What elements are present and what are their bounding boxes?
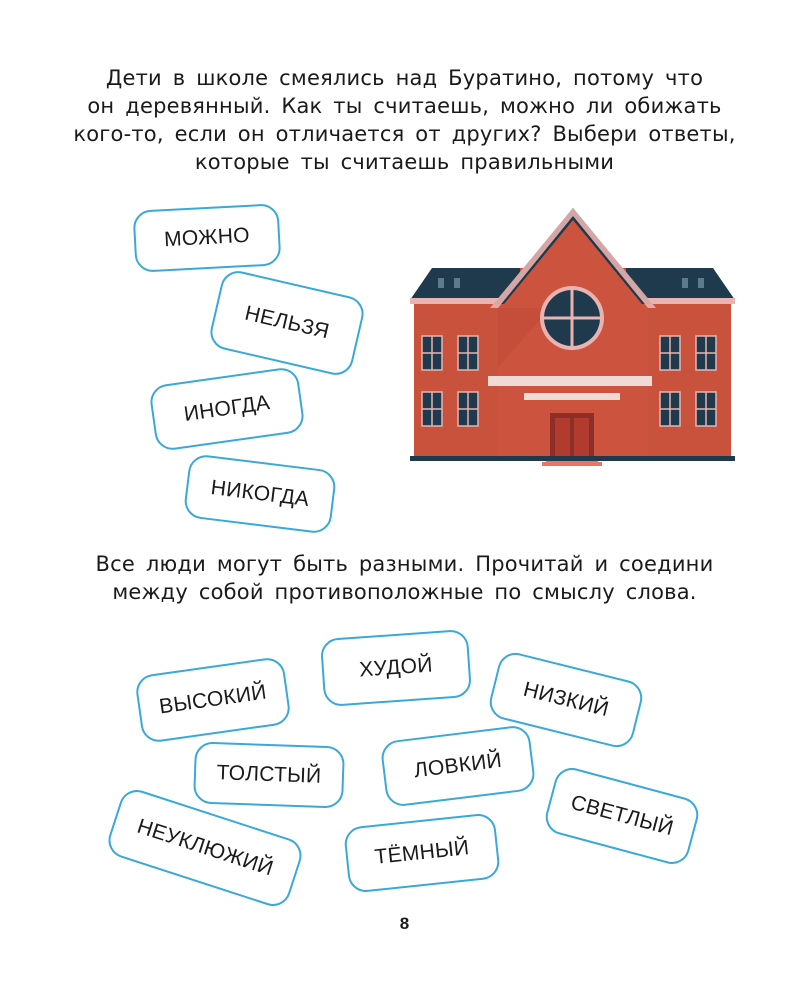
school-building-illustration (410, 208, 735, 468)
task1-line: Дети в школе смеялись над Буратино, потому что (105, 66, 704, 90)
task1-instructions (0, 64, 809, 176)
task2-line: Все люди могут быть разными. Прочитай и соедини (95, 552, 714, 576)
word-card-khudoy[interactable]: ХУДОЙ (320, 629, 472, 707)
task1-line: которые ты считаешь правильными (194, 150, 615, 174)
answer-card-mozhno[interactable]: МОЖНО (132, 203, 281, 273)
word-card-lovkiy[interactable]: ЛОВКИЙ (380, 724, 537, 808)
answer-card-inogda[interactable]: ИНОГДА (148, 366, 306, 452)
task2-instructions (0, 550, 809, 606)
word-card-nizkiy[interactable]: НИЗКИЙ (486, 649, 646, 751)
answer-card-nelzya[interactable]: НЕЛЬЗЯ (207, 268, 367, 379)
word-card-tolstyy[interactable]: ТОЛСТЫЙ (193, 741, 345, 808)
answer-card-nikogda[interactable]: НИКОГДА (183, 453, 338, 535)
task1-line: он деревянный. Как ты считаешь, можно ли обижать (87, 94, 722, 118)
word-card-svetlyy[interactable]: СВЕТЛЫЙ (542, 764, 703, 868)
task2-line: между собой противоположные по смыслу слова. (112, 580, 697, 604)
word-card-temnyy[interactable]: ТЁМНЫЙ (343, 812, 501, 894)
word-card-neuklyuzhiy[interactable]: НЕУКЛЮЖИЙ (104, 785, 306, 910)
page-number: 8 (399, 914, 410, 933)
word-card-vysokiy[interactable]: ВЫСОКИЙ (134, 656, 292, 744)
task1-line: кого-то, если он отличается от других? Выбери ответы, (73, 122, 736, 146)
